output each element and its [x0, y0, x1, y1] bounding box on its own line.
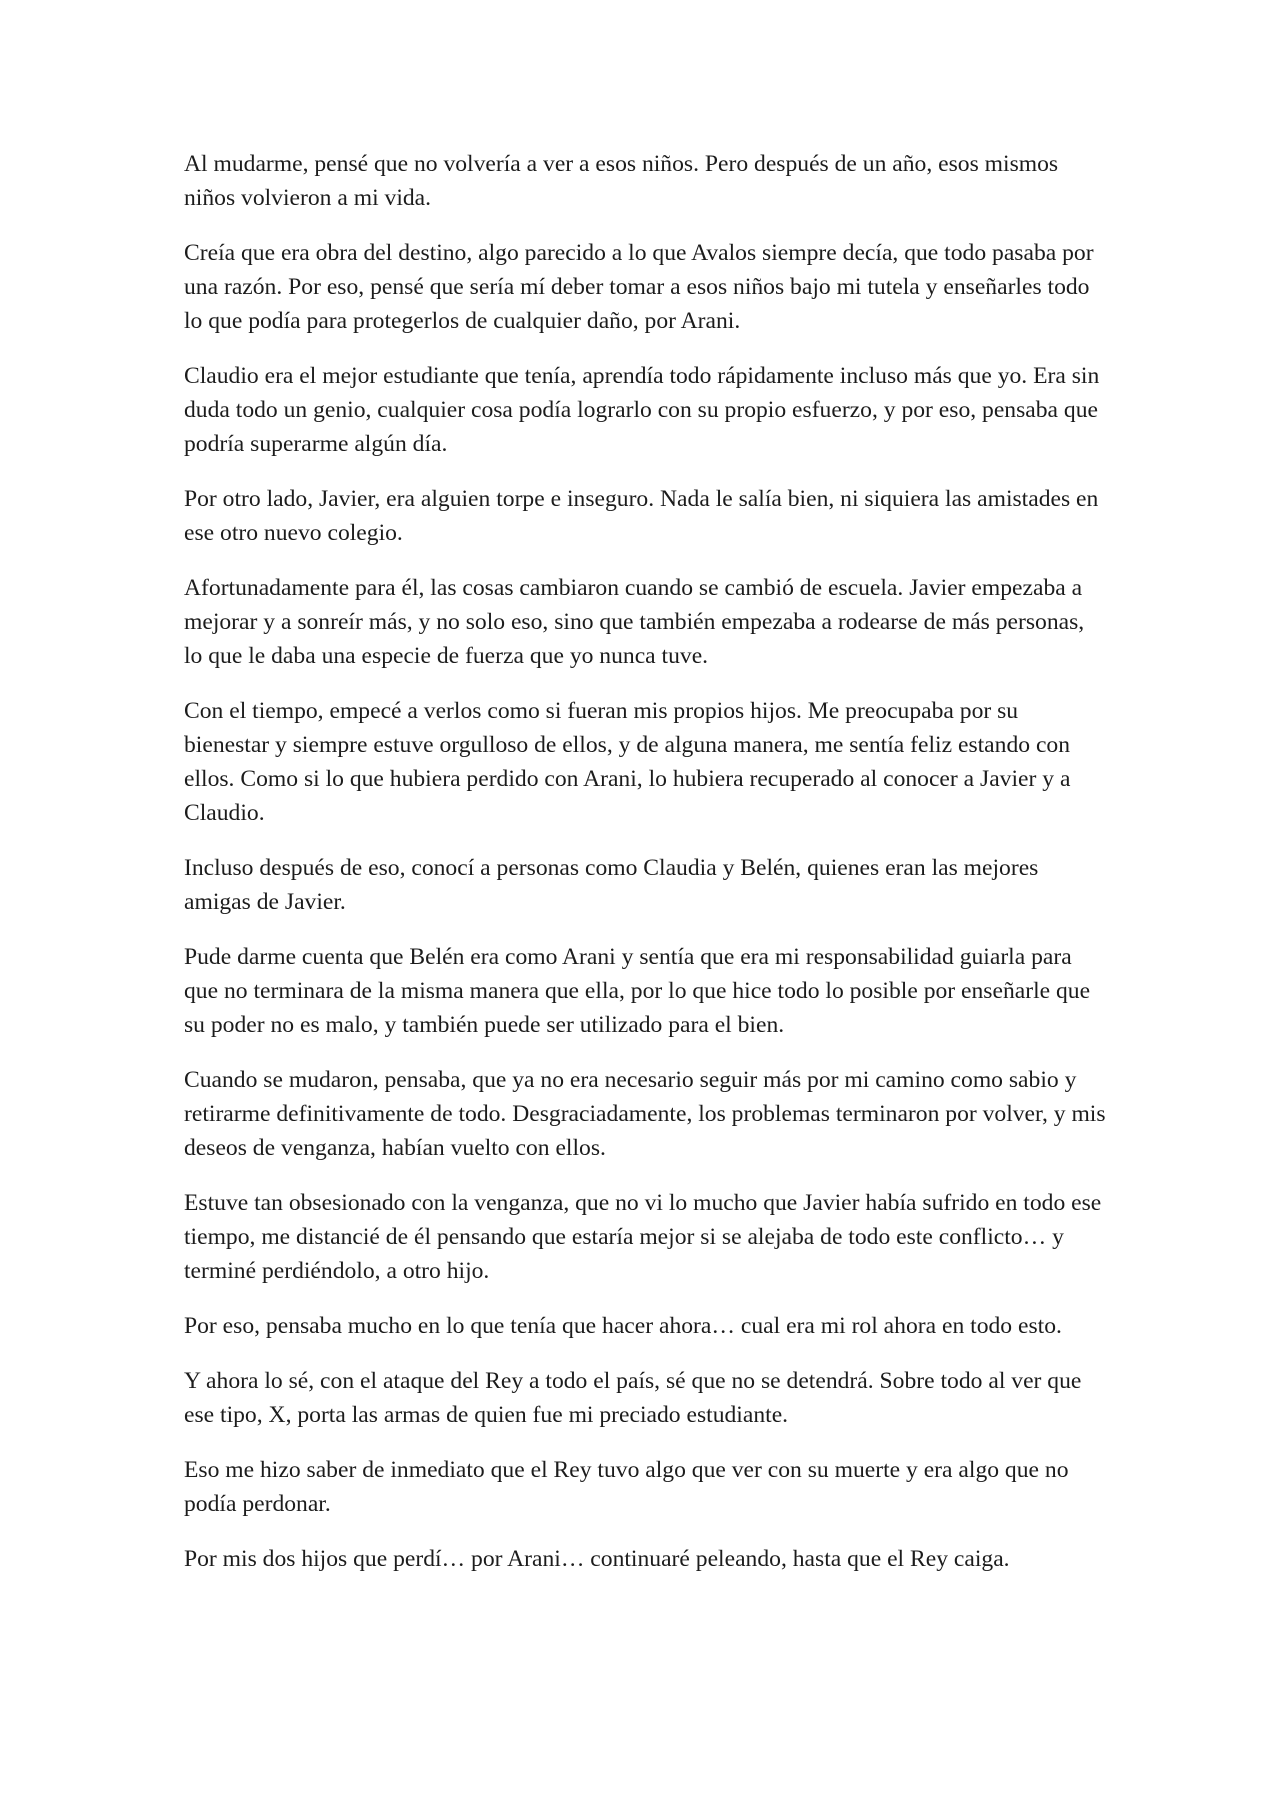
paragraph: Con el tiempo, empecé a verlos como si fueran mis propios hijos. Me preocupaba por su bienestar y siempre estuve orgulloso de ellos, y de alguna manera, me sentía feliz estando con ellos. Como si lo que hubiera perdido con Arani, lo hubiera recuperado al conocer a Javier y a Claudio. [184, 698, 1071, 826]
paragraph: Incluso después de eso, conocí a personas como Claudia y Belén, quienes eran las mejores amigas de Javier. [184, 855, 1039, 915]
paragraph: Claudio era el mejor estudiante que tenía, aprendía todo rápidamente incluso más que yo. Era sin duda todo un genio, cualquier cosa podía lograrlo con su propio esfuerzo, y por eso, pensaba que podría superarme algún día. [184, 363, 1100, 457]
paragraph: Creía que era obra del destino, algo parecido a lo que Avalos siempre decía, que todo pasaba por una razón. Por eso, pensé que sería mí deber tomar a esos niños bajo mi tutela y enseñarles todo lo que podía para protegerlos de cualquier daño, por Arani. [184, 240, 1094, 334]
paragraph: Por mis dos hijos que perdí… por Arani… continuaré peleando, hasta que el Rey caiga. [184, 1546, 1010, 1572]
paragraph: Pude darme cuenta que Belén era como Arani y sentía que era mi responsabilidad guiarla para que no terminara de la misma manera que ella, por lo que hice todo lo posible por enseñarle que su poder no es malo, y también puede ser utilizado para el bien. [184, 944, 1091, 1038]
paragraph: Cuando se mudaron, pensaba, que ya no era necesario seguir más por mi camino como sabio y retirarme definitivamente de todo. Desgraciadamente, los problemas terminaron por volver, y mis deseos de venganza, habían vuelto con ellos. [184, 1067, 1106, 1161]
paragraph: Afortunadamente para él, las cosas cambiaron cuando se cambió de escuela. Javier empezaba a mejorar y a sonreír más, y no solo eso, sino que también empezaba a rodearse de más personas, lo que le daba una especie de fuerza que yo nunca tuve. [184, 575, 1085, 669]
paragraph: Por otro lado, Javier, era alguien torpe e inseguro. Nada le salía bien, ni siquiera las amistades en ese otro nuevo colegio. [184, 486, 1099, 546]
paragraph: Estuve tan obsesionado con la venganza, que no vi lo mucho que Javier había sufrido en todo ese tiempo, me distancié de él pensando que estaría mejor si se alejaba de todo este conflicto… y terminé perdiéndolo, a otro hijo. [184, 1190, 1102, 1284]
paragraph: Eso me hizo saber de inmediato que el Rey tuvo algo que ver con su muerte y era algo que no podía perdonar. [184, 1457, 1069, 1517]
paragraph: Al mudarme, pensé que no volvería a ver a esos niños. Pero después de un año, esos mismos niños volvieron a mi vida. [184, 151, 1059, 211]
document-body [184, 147, 1106, 1597]
paragraph: Y ahora lo sé, con el ataque del Rey a todo el país, sé que no se detendrá. Sobre todo al ver que ese tipo, X, porta las armas de quien fue mi preciado estudiante. [184, 1368, 1082, 1428]
paragraph: Por eso, pensaba mucho en lo que tenía que hacer ahora… cual era mi rol ahora en todo esto. [184, 1313, 1062, 1339]
